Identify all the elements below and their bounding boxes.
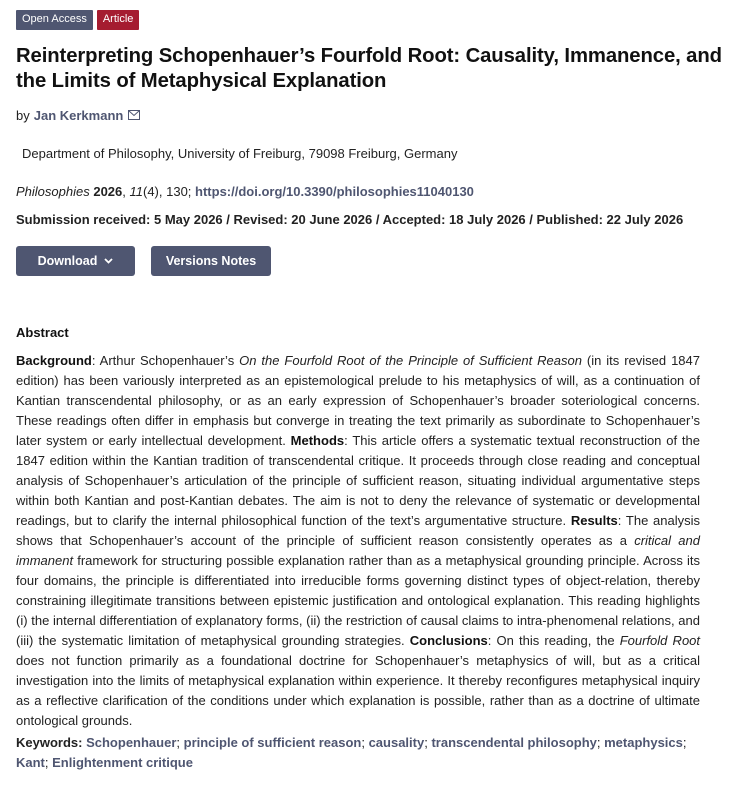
author-link[interactable]: Jan Kerkmann [33,107,124,123]
keyword-separator: ; [176,735,184,750]
citation-year: 2026 [93,184,123,199]
keyword-separator: ; [596,735,605,750]
keyword-separator: ; [361,735,369,750]
background-text-pre: : Arthur Schopenhauer’s [91,353,240,368]
download-label: Download [37,254,98,268]
conclusions-label: Conclusions [409,633,488,648]
byline-prefix: by [16,107,30,123]
keywords [16,733,700,773]
versions-notes-label: Versions Notes [165,254,257,268]
results-emphasis: critical and immanent [16,533,700,568]
background-text-post: (in its revised 1847 edition) has been variously interpreted as an epistemological prelude to his metaphysics of will, as a continuation of Kantian transcendental philosophy, or as an early expression of Schopenhauer’s broader soteriological concerns. These readings often differ in emphasis but converge in treating the text primarily as subordinate to Schopenhauer’s later system or early intellectual development. [16,353,700,448]
keyword-link[interactable]: principle of sufficient reason [183,735,362,750]
byline [16,106,730,124]
citation-volume: 11 [129,184,143,199]
keywords-label: Keywords: [16,735,83,750]
keywords-list [16,735,687,770]
citation-issue-pages: (4), 130; [143,184,196,199]
results-label: Results [570,513,618,528]
keyword-link[interactable]: causality [368,735,425,750]
conclusions-text-pre: : On this reading, the [487,633,620,648]
chevron-down-icon [104,258,113,264]
publication-dates: Submission received: 5 May 2026 / Revised: 20 June 2026 / Accepted: 18 July 2026 / Published: 22 July 2026 [16,212,684,227]
results-text-pre: : The analysis shows that Schopenhauer’s account of the principle of sufficient reason consistently operates as a [16,513,701,548]
open-access-badge[interactable]: Open Access [16,10,93,30]
abstract-body [16,351,700,731]
journal-name: Philosophies [16,184,90,199]
background-book-title: On the Fourfold Root of the Principle of Sufficient Reason [239,353,582,368]
keyword-link[interactable]: Kant [16,755,45,770]
keyword-separator: ; [44,755,53,770]
keyword-link[interactable]: Schopenhauer [86,735,177,750]
keyword-separator: ; [424,735,432,750]
conclusions-text-post: does not function primarily as a foundational doctrine for Schopenhauer’s metaphysics of will, but as a critical investigation into the limits of metaphysical explanation within experience. It thereby reconfigures metaphysical inquiry as a reflective clarification of the conditions under which explanation is possible, rather than as a doctrine of ultimate ontological grounds. [16,653,700,728]
conclusions-book-title: Fourfold Root [619,633,701,648]
doi-link[interactable]: https://doi.org/10.3390/philosophies11040130 [195,184,474,199]
affiliation: Department of Philosophy, University of Freiburg, 79098 Freiburg, Germany [22,146,458,161]
mail-icon[interactable] [128,110,140,120]
keyword-link[interactable]: metaphysics [604,735,683,750]
methods-label: Methods [290,433,345,448]
results-text-post: framework for structuring possible explanation rather than as a metaphysical grounding principle. Across its four domains, the principle is differentiated into irreducible forms governing distinct types of object-relation, thereby constraining illegitimate transitions between epistemic justification and ontological explanation. This reading highlights (i) the internal differentiation of explanatory forms, (ii) the restriction of causal claims to intra-phenomenal relations, and (iii) the systematic limitation of metaphysical grounding strategies. [16,553,700,648]
abstract-heading: Abstract [16,325,69,340]
versions-notes-button[interactable] [151,246,271,276]
citation: Philosophies 2026, 11(4), 130; https://doi.org/10.3390/philosophies11040130 [16,184,474,199]
action-buttons [16,246,730,276]
keyword-separator: ; [682,735,687,750]
methods-text: : This article offers a systematic textual reconstruction of the 1847 edition within the Kantian tradition of transcendental critique. It proceeds through close reading and conceptual analysis of Schopenhauer’s articulation of the principle of sufficient reason, situating individual argumentative steps within both Kantian and post-Kantian debates. The aim is not to deny the relevance of systematic or developmental readings, but to clarify the internal philosophical function of the text’s argumentative structure. [16,433,700,528]
badge-row [16,10,730,30]
article-title: Reinterpreting Schopenhauer’s Fourfold Root: Causality, Immanence, and the Limits of Metaphysical Explanation [16,45,722,92]
keyword-link[interactable]: transcendental philosophy [431,735,597,750]
keyword-link[interactable]: Enlightenment critique [52,755,193,770]
download-button[interactable] [16,246,135,276]
article-type-badge[interactable]: Article [97,10,140,30]
background-label: Background [16,353,92,368]
